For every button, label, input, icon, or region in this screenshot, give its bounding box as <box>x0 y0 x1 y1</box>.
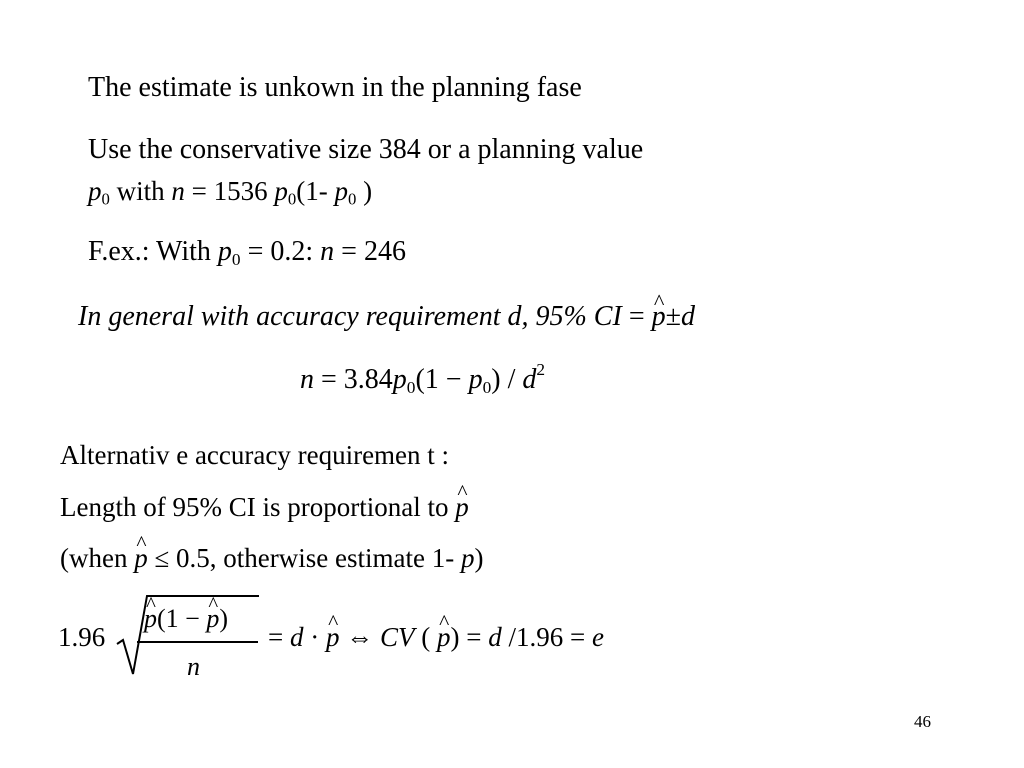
cv-coefficient: 1.96 <box>58 622 106 652</box>
text-close-eq: ) = <box>450 622 489 652</box>
var-p-hat: ^ p <box>652 303 666 331</box>
formula-sample-size <box>300 359 546 397</box>
line-general-accuracy <box>78 303 695 331</box>
var-d: d <box>289 622 304 652</box>
sub-0: 0 <box>482 377 492 397</box>
cv-numerator <box>144 604 228 634</box>
var-d: d <box>522 364 537 395</box>
text-result: = 246 <box>334 236 406 267</box>
cv-denominator: n <box>187 652 200 681</box>
var-d: d <box>488 622 502 652</box>
text-pm: ± <box>665 301 681 332</box>
var-p: p <box>460 543 475 573</box>
text-general: In general with accuracy requirement d, 95% CI <box>78 301 622 332</box>
text-eq: = <box>621 301 652 332</box>
var-p-hat: ^ p <box>437 624 451 651</box>
text-close: ) / <box>491 364 523 395</box>
var-p: p <box>334 176 348 206</box>
var-d: d <box>680 301 695 332</box>
line-estimate-unknown: The estimate is unkown in the planning fase <box>88 72 582 103</box>
sub-0: 0 <box>406 377 416 397</box>
var-p: p <box>392 364 407 395</box>
page-number: 46 <box>914 712 931 731</box>
text-dot: · <box>303 622 326 652</box>
text-iff: ⇔ <box>339 622 380 652</box>
line-conservative-size: Use the conservative size 384 or a planning value <box>88 134 644 165</box>
text-eq: = <box>268 622 290 652</box>
var-e: e <box>591 622 604 652</box>
var-p-hat: ^ p <box>206 604 219 634</box>
var-p-hat: ^ p <box>455 494 469 521</box>
text-with: with <box>109 176 172 206</box>
text-open: ( <box>414 622 437 652</box>
fraction-bar <box>137 641 258 643</box>
text-eq-1536: = 1536 <box>184 176 275 206</box>
text-open: (1 − <box>157 604 207 633</box>
cv-rhs <box>268 624 604 651</box>
text-condition: ≤ 0.5, otherwise estimate 1- <box>147 543 461 573</box>
sub-0: 0 <box>101 189 110 209</box>
var-p: p <box>217 236 232 267</box>
var-p-hat: ^ p <box>134 545 148 572</box>
var-p: p <box>274 176 288 206</box>
text-length: Length of 95% CI is proportional to <box>60 492 456 522</box>
var-p-hat: ^ p <box>326 624 340 651</box>
text-close: ) <box>219 604 228 633</box>
sub-0: 0 <box>347 189 357 209</box>
text-when: (when <box>60 543 135 573</box>
line-when-condition <box>60 545 483 572</box>
text-rest: /1.96 = <box>501 622 592 652</box>
heading-alternative-accuracy: Alternativ e accuracy requiremen t : <box>60 440 450 470</box>
var-p: p <box>88 176 102 206</box>
text-close: ) <box>356 176 373 206</box>
line-example <box>88 236 406 269</box>
sub-0: 0 <box>231 249 241 269</box>
var-p: p <box>468 364 483 395</box>
text-fex: F.ex.: With <box>88 236 218 267</box>
var-n: n <box>320 236 335 267</box>
exponent-2: 2 <box>536 359 546 379</box>
var-cv: CV <box>379 622 415 652</box>
var-n: n <box>171 176 185 206</box>
text-open: (1 − <box>415 364 469 395</box>
var-n: n <box>300 364 314 395</box>
text-eq-384: = 3.84 <box>314 364 393 395</box>
text-close: ) <box>474 543 484 573</box>
line-planning-formula <box>88 176 373 209</box>
text-open: (1- <box>296 176 335 206</box>
sub-0: 0 <box>287 189 297 209</box>
var-p-hat: ^ p <box>144 604 157 634</box>
line-length-proportional <box>60 494 469 521</box>
text-eq-02: = 0.2: <box>240 236 321 267</box>
